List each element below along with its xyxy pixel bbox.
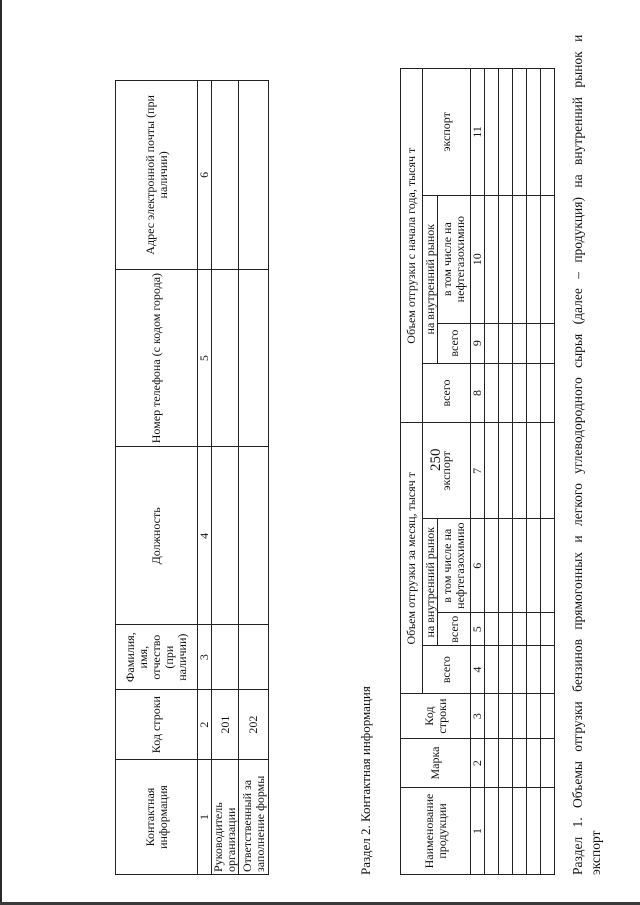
col-num-6: 6 xyxy=(198,81,212,270)
table-cell[interactable] xyxy=(499,423,513,519)
col-num-1: 1 xyxy=(198,760,212,875)
row-label-head: Руководитель организации xyxy=(212,760,239,875)
column-number-row xyxy=(198,81,212,875)
header-ytd-total: всего xyxy=(423,363,471,423)
table-cell[interactable] xyxy=(513,195,527,323)
page-number: 250 xyxy=(428,448,444,471)
table-row xyxy=(527,69,541,875)
col-num-3: 3 xyxy=(471,694,485,739)
header-month-domestic: на внутренний рынок xyxy=(423,519,438,646)
table-cell[interactable] xyxy=(485,195,499,323)
table-cell[interactable] xyxy=(541,788,555,875)
col-num-2: 2 xyxy=(471,739,485,788)
header-contact-code: Код строки xyxy=(116,690,198,760)
table-cell[interactable] xyxy=(485,69,499,196)
table-cell[interactable] xyxy=(499,363,513,423)
table-cell[interactable] xyxy=(541,739,555,788)
table-row xyxy=(212,81,239,875)
table-row xyxy=(513,69,527,875)
table-cell[interactable] xyxy=(541,694,555,739)
table-cell[interactable] xyxy=(541,646,555,694)
col-num-1: 1 xyxy=(471,788,485,875)
section1-title-continuation: экспорт xyxy=(588,830,603,875)
table-cell[interactable] xyxy=(527,519,541,613)
header-ytd-volume: Объем отгрузки с начала года, тысяч т xyxy=(401,69,423,423)
table-cell[interactable] xyxy=(527,613,541,646)
table-cell[interactable] xyxy=(513,69,527,196)
table-cell[interactable] xyxy=(513,613,527,646)
section2-title: Раздел 2. Контактная информация xyxy=(358,686,373,875)
table-cell[interactable] xyxy=(212,625,239,690)
col-num-10: 10 xyxy=(471,195,485,323)
section1-title: Раздел 1. Объемы отгрузки бензинов прямогонных и легкого углеводородного сырья (далее – продукция) на внутренний рынок и xyxy=(570,34,585,875)
table-cell[interactable] xyxy=(499,519,513,613)
table-cell[interactable] xyxy=(541,423,555,519)
contact-info-table xyxy=(115,80,269,875)
col-num-7: 7 xyxy=(471,423,485,519)
rotated-page-content xyxy=(30,30,615,875)
header-month-petchem: в том числе на нефтегазохимию xyxy=(438,519,471,613)
header-ytd-petchem: в том числе на нефтегазохимию xyxy=(438,195,471,323)
table-cell[interactable] xyxy=(485,788,499,875)
table-cell[interactable] xyxy=(485,423,499,519)
table-cell[interactable] xyxy=(485,739,499,788)
table-cell[interactable] xyxy=(527,323,541,363)
table-cell[interactable] xyxy=(499,323,513,363)
col-num-8: 8 xyxy=(471,363,485,423)
header-brand: Марка xyxy=(401,739,471,788)
table-cell[interactable] xyxy=(541,519,555,613)
header-position: Должность xyxy=(116,447,198,625)
header-email: Адрес электронной почты (при наличии) xyxy=(116,81,198,270)
header-phone: Номер телефона (с кодом города) xyxy=(116,269,198,447)
table-cell[interactable] xyxy=(527,69,541,196)
header-month-export: экспорт xyxy=(423,423,471,519)
table-cell[interactable] xyxy=(513,788,527,875)
table-cell[interactable] xyxy=(527,646,541,694)
table-cell[interactable] xyxy=(239,269,269,447)
table-cell[interactable] xyxy=(239,447,269,625)
table-cell[interactable] xyxy=(541,323,555,363)
table-cell[interactable] xyxy=(499,788,513,875)
table-cell[interactable] xyxy=(527,423,541,519)
col-num-4: 4 xyxy=(471,646,485,694)
table-cell[interactable] xyxy=(513,423,527,519)
table-cell[interactable] xyxy=(513,646,527,694)
scan-edge-left xyxy=(0,0,2,905)
shipment-volumes-table xyxy=(400,68,555,875)
header-ytd-export: экспорт xyxy=(423,69,471,196)
header-ytd-domestic: на внутренний рынок xyxy=(423,195,438,363)
table-cell[interactable] xyxy=(513,694,527,739)
table-row xyxy=(485,69,499,875)
col-num-11: 11 xyxy=(471,69,485,196)
table-cell[interactable] xyxy=(499,195,513,323)
table-cell[interactable] xyxy=(239,625,269,690)
table-cell[interactable] xyxy=(527,694,541,739)
table-cell[interactable] xyxy=(541,363,555,423)
column-number-row xyxy=(471,69,485,875)
header-ytd-domestic-total: всего xyxy=(438,323,471,363)
col-num-2: 2 xyxy=(198,690,212,760)
table-row xyxy=(499,69,513,875)
table-row xyxy=(541,69,555,875)
table-cell[interactable] xyxy=(485,694,499,739)
table-cell[interactable] xyxy=(513,363,527,423)
table-cell[interactable] xyxy=(212,81,239,270)
table-cell[interactable] xyxy=(513,739,527,788)
col-num-5: 5 xyxy=(471,613,485,646)
table-cell[interactable] xyxy=(527,195,541,323)
table-cell[interactable] xyxy=(499,646,513,694)
table-cell[interactable] xyxy=(212,269,239,447)
table-cell[interactable] xyxy=(485,613,499,646)
table-cell[interactable] xyxy=(499,613,513,646)
col-num-6: 6 xyxy=(471,519,485,613)
header-month-total: всего xyxy=(423,646,471,694)
table-cell[interactable] xyxy=(485,363,499,423)
table-cell[interactable] xyxy=(527,363,541,423)
table-cell[interactable] xyxy=(541,69,555,196)
table-cell[interactable] xyxy=(485,323,499,363)
table-cell[interactable] xyxy=(513,519,527,613)
header-product-name: Наименование продукции xyxy=(401,788,471,875)
table-cell[interactable] xyxy=(212,447,239,625)
col-num-3: 3 xyxy=(198,625,212,690)
table-cell[interactable] xyxy=(541,613,555,646)
table-cell[interactable] xyxy=(527,739,541,788)
table-cell[interactable] xyxy=(485,646,499,694)
table-row xyxy=(239,81,269,875)
col-num-9: 9 xyxy=(471,323,485,363)
col-num-4: 4 xyxy=(198,447,212,625)
row-code-201: 201 xyxy=(212,690,239,760)
table-cell[interactable] xyxy=(513,323,527,363)
row-code-202: 202 xyxy=(239,690,269,760)
table-cell[interactable] xyxy=(527,788,541,875)
header-line-code: Код строки xyxy=(401,694,471,739)
table-cell[interactable] xyxy=(541,195,555,323)
table-cell[interactable] xyxy=(485,519,499,613)
table-cell[interactable] xyxy=(499,69,513,196)
table-cell[interactable] xyxy=(499,739,513,788)
table-cell[interactable] xyxy=(499,694,513,739)
header-month-domestic-total: всего xyxy=(438,613,471,646)
table-cell[interactable] xyxy=(239,81,269,270)
row-label-responsible: Ответственный за заполнение формы xyxy=(239,760,269,875)
col-num-5: 5 xyxy=(198,269,212,447)
header-month-volume: Объем отгрузки за месяц, тысяч т xyxy=(401,423,423,694)
header-contact-info: Контактная информация xyxy=(116,760,198,875)
header-full-name: Фамилия, имя, отчество (при наличии) xyxy=(116,625,198,690)
